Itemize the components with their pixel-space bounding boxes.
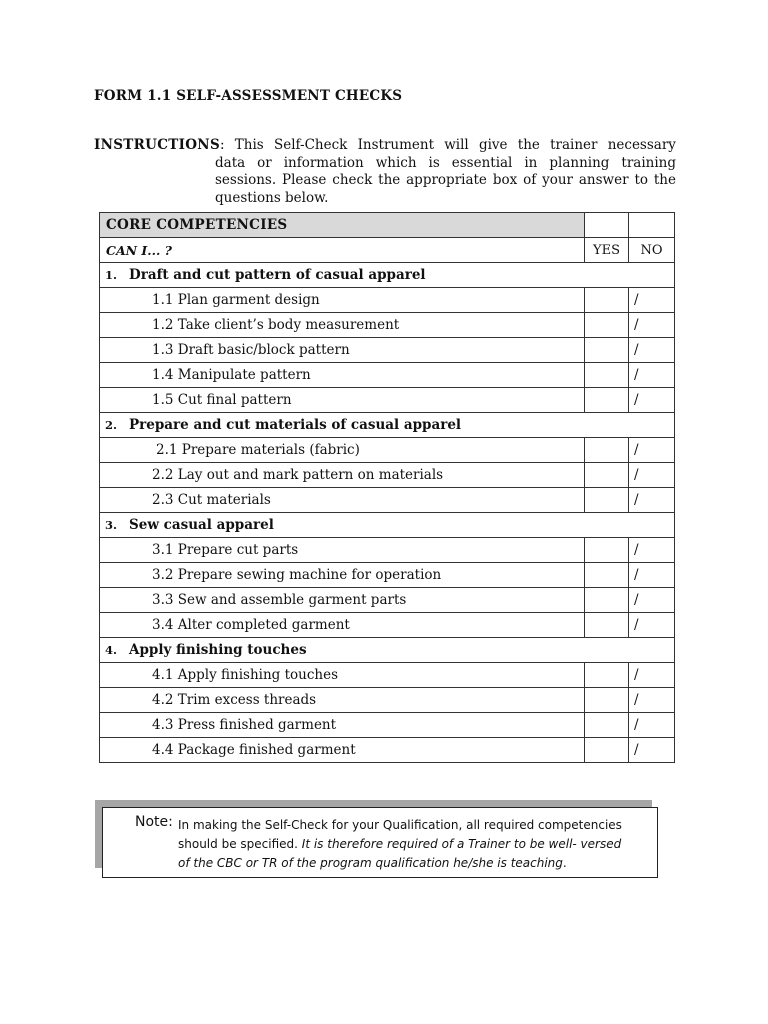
no-checkbox[interactable]: / [629,288,675,313]
section-row [100,513,675,538]
competency-label: 1.5 Cut final pattern [100,388,585,413]
section-row [100,263,675,288]
competency-label: 3.2 Prepare sewing machine for operation [100,563,585,588]
no-checkbox[interactable]: / [629,738,675,763]
yes-checkbox[interactable] [585,388,629,413]
note-line-2 [178,835,621,854]
competency-label: 1.1 Plan garment design [100,288,585,313]
section-row [100,413,675,438]
yes-checkbox[interactable] [585,288,629,313]
yes-checkbox[interactable] [585,438,629,463]
core-header-row [100,213,675,238]
form-title: FORM 1.1 SELF-ASSESSMENT CHECKS [94,88,403,104]
competency-row [100,438,675,463]
competency-row [100,613,675,638]
instructions-word: necessary [607,137,676,153]
yes-checkbox[interactable] [585,613,629,638]
no-checkbox[interactable]: / [629,438,675,463]
instructions-word: give [478,137,508,153]
competency-label: 2.3 Cut materials [100,488,585,513]
competency-label: 4.3 Press finished garment [100,713,585,738]
section-title [100,413,675,438]
note-line-3-text: of the CBC or TR of the program qualification he/she is teaching [178,856,563,870]
competency-table [99,212,675,763]
instructions-word: Self-Check [273,137,348,153]
competency-row [100,688,675,713]
competency-row [100,488,675,513]
instructions-first-line [94,137,676,155]
yes-checkbox[interactable] [585,313,629,338]
competency-label: 4.2 Trim excess threads [100,688,585,713]
competency-row [100,738,675,763]
competency-label: 3.1 Prepare cut parts [100,538,585,563]
competency-label: 1.4 Manipulate pattern [100,363,585,388]
no-checkbox[interactable]: / [629,538,675,563]
competency-row [100,388,675,413]
no-checkbox[interactable]: / [629,488,675,513]
no-checkbox[interactable]: / [629,363,675,388]
competency-label: 1.2 Take client’s body measurement [100,313,585,338]
competency-row [100,288,675,313]
instructions-word: trainer [550,137,598,153]
instructions-block [94,137,676,207]
instructions-word: the [517,137,540,153]
instructions-text: data or information which is essential in planning training sessions. Please check the appropriate box of your answer to the questions below. [215,154,676,206]
yes-checkbox[interactable] [585,463,629,488]
competency-row [100,563,675,588]
core-competencies-header: CORE COMPETENCIES [100,213,585,238]
instructions-label: INSTRUCTIONS [94,137,220,153]
yes-checkbox[interactable] [585,663,629,688]
yes-checkbox[interactable] [585,363,629,388]
no-checkbox[interactable]: / [629,388,675,413]
competency-label: 4.1 Apply finishing touches [100,663,585,688]
competency-label: 3.3 Sew and assemble garment parts [100,588,585,613]
competency-label: 4.4 Package finished garment [100,738,585,763]
section-number: 3. [105,518,118,532]
section-row [100,638,675,663]
instructions-colon: : [220,137,225,153]
section-title-text: Apply finishing touches [129,642,307,658]
competency-row [100,713,675,738]
yes-column-header: YES [585,238,629,263]
can-i-header: CAN I... ? [100,238,585,263]
competency-row [100,363,675,388]
note-line-3 [178,854,567,873]
note-line-3-end: . [562,856,567,870]
competency-row [100,663,675,688]
column-header-row [100,238,675,263]
section-title [100,638,675,663]
competency-label: 2.1 Prepare materials (fabric) [100,438,585,463]
competency-row [100,538,675,563]
section-title-text: Prepare and cut materials of casual apparel [129,417,462,433]
competency-label: 2.2 Lay out and mark pattern on materials [100,463,585,488]
competency-row [100,313,675,338]
yes-checkbox[interactable] [585,713,629,738]
yes-checkbox[interactable] [585,338,629,363]
yes-checkbox[interactable] [585,563,629,588]
note-label: Note: [135,814,173,830]
yes-checkbox[interactable] [585,738,629,763]
instructions-word: will [444,137,469,153]
competency-label: 3.4 Alter completed garment [100,613,585,638]
competency-row [100,463,675,488]
yes-checkbox[interactable] [585,538,629,563]
note-box [102,807,658,878]
no-checkbox[interactable]: / [629,713,675,738]
blank-cell [629,213,675,238]
section-title-text: Draft and cut pattern of casual apparel [129,267,426,283]
note-line-2-normal: should be specified. [178,837,298,851]
section-number: 2. [105,418,118,432]
competency-label: 1.3 Draft basic/block pattern [100,338,585,363]
no-checkbox[interactable]: / [629,563,675,588]
yes-checkbox[interactable] [585,488,629,513]
section-title [100,263,675,288]
no-checkbox[interactable]: / [629,663,675,688]
note-line-2-italic: It is therefore required of a Trainer to be well- versed [301,837,622,851]
competency-row [100,588,675,613]
section-number: 4. [105,643,118,657]
no-checkbox[interactable]: / [629,338,675,363]
no-checkbox[interactable]: / [629,588,675,613]
no-column-header: NO [629,238,675,263]
instructions-word: Instrument [357,137,435,153]
section-title-text: Sew casual apparel [129,517,274,533]
competency-row [100,338,675,363]
section-number: 1. [105,268,118,282]
no-checkbox[interactable]: / [629,613,675,638]
no-checkbox[interactable]: / [629,463,675,488]
section-title [100,513,675,538]
note-line-1: In making the Self-Check for your Qualification, all required competencies [178,818,622,832]
no-checkbox[interactable]: / [629,313,675,338]
instructions-word: This [234,137,264,153]
yes-checkbox[interactable] [585,588,629,613]
yes-checkbox[interactable] [585,688,629,713]
blank-cell [585,213,629,238]
no-checkbox[interactable]: / [629,688,675,713]
